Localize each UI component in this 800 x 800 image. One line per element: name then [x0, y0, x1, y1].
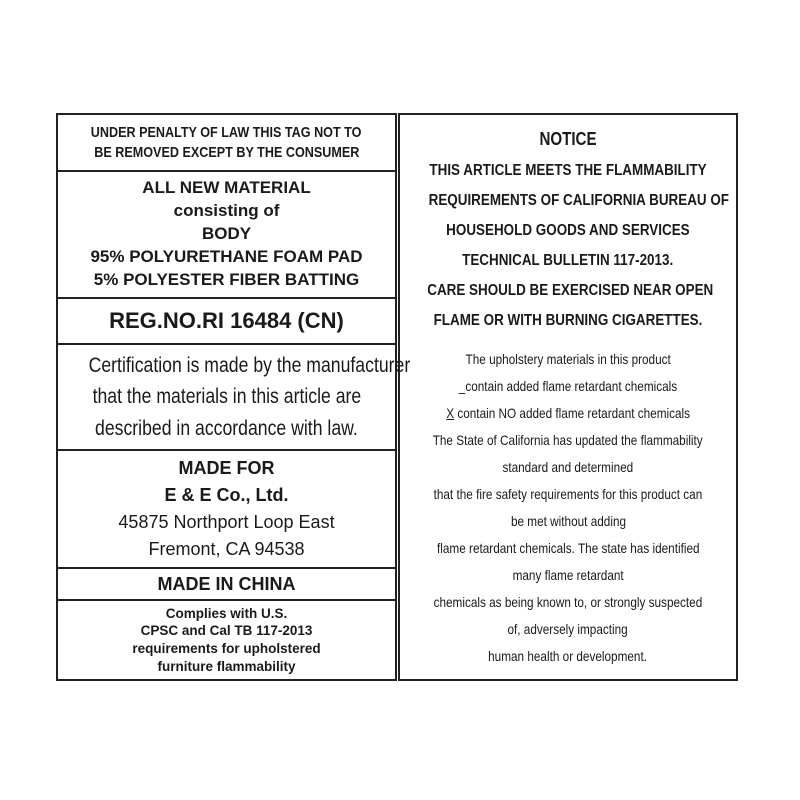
material-body: BODY [201, 224, 252, 244]
material-title: ALL NEW MATERIAL [142, 178, 311, 198]
origin-section [58, 569, 395, 601]
notice-title: NOTICE [539, 129, 597, 149]
right-panel [398, 113, 738, 681]
left-panel [56, 113, 411, 681]
material-fiber: 5% POLYESTER FIBER BATTING [93, 269, 360, 289]
notice-line-2: REQUIREMENTS OF CALIFORNIA BUREAU OF [428, 192, 730, 209]
notice-line-3: HOUSEHOLD GOODS AND SERVICES [446, 222, 690, 239]
reg-no: REG.NO.RI 16484 (CN) [109, 308, 344, 333]
made-for-section [58, 451, 395, 569]
state-line-8: of, adversely impacting [507, 621, 629, 637]
state-line-6: many flame retardant [512, 567, 624, 583]
compliance-line-1: Complies with U.S. [165, 605, 288, 621]
notice-line-5: CARE SHOULD BE EXERCISED NEAR OPEN [427, 282, 714, 299]
material-section [58, 172, 395, 299]
option-no-chemicals: contain NO added flame retardant chemicals [457, 405, 690, 421]
penalty-line-1: UNDER PENALTY OF LAW THIS TAG NOT TO [91, 124, 362, 141]
compliance-line-3: requirements for upholstered [132, 641, 321, 656]
company-name: E & E Co., Ltd. [164, 485, 289, 505]
material-foam: 95% POLYURETHANE FOAM PAD [90, 246, 363, 266]
notice-block [400, 115, 736, 670]
compliance-line-4: furniture flammability [157, 658, 296, 674]
state-line-4: be met without adding [510, 513, 626, 529]
penalty-section [58, 115, 395, 172]
upholstery-intro: The upholstery materials in this product [465, 351, 671, 367]
compliance-line-2: CPSC and Cal TB 117-2013 [140, 623, 313, 639]
checkbox-mark: X [446, 405, 454, 421]
state-line-3: that the fire safety requirements for this product can [433, 486, 703, 502]
option-added-chemicals: _contain added flame retardant chemicals [458, 378, 678, 394]
state-line-5: flame retardant chemicals. The state has identified [436, 540, 700, 556]
reg-no-section [58, 299, 395, 345]
notice-line-1: THIS ARTICLE MEETS THE FLAMMABILITY [429, 162, 707, 179]
notice-line-6: FLAME OR WITH BURNING CIGARETTES. [433, 312, 703, 329]
compliance-section [58, 601, 395, 679]
certification-line-3: described in accordance with law. [95, 416, 358, 440]
notice-line-4: TECHNICAL BULLETIN 117-2013. [462, 252, 674, 269]
material-consisting: consisting of [173, 201, 280, 221]
company-city: Fremont, CA 94538 [148, 539, 305, 559]
state-line-2: standard and determined [502, 459, 634, 475]
state-line-7: chemicals as being known to, or strongly suspected [433, 594, 703, 610]
law-label-tag [56, 113, 738, 681]
certification-line-2: that the materials in this article are [92, 385, 361, 409]
company-street: 45875 Northport Loop East [118, 512, 335, 532]
state-line-9: human health or development. [488, 648, 648, 664]
penalty-line-2: BE REMOVED EXCEPT BY THE CONSUMER [93, 143, 360, 161]
state-line-1: The State of California has updated the flammability [433, 432, 703, 448]
made-in-china: MADE IN CHINA [157, 573, 296, 594]
certification-line-1: Certification is made by the manufacturer [88, 353, 411, 377]
certification-section [58, 345, 411, 451]
made-for-label: MADE FOR [178, 458, 275, 478]
